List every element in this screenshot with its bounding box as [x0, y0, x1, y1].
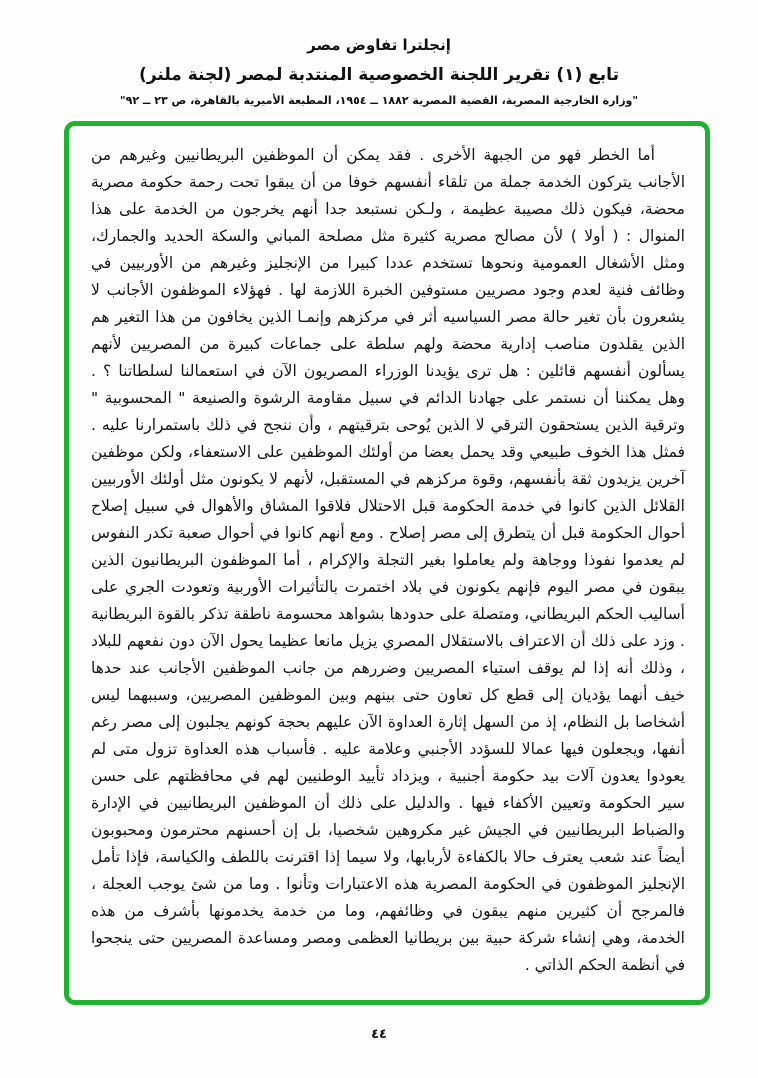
document-subtitle: تابع (١) تقرير اللجنة الخصوصية المنتدبة لمصر (لجنة ملنر) [139, 65, 619, 85]
source-citation: "وزارة الخارجية المصرية، القضية المصرية ١٨٨٢ ــ ١٩٥٤، المطبعة الأميرية بالقاهرة، ص ٢٣ ــ ٩٢" [119, 94, 639, 107]
document-title: إنجلترا تفاوض مصر [307, 36, 451, 54]
page-number: ٤٤ [371, 1027, 387, 1042]
page-header [0, 0, 758, 107]
body-paragraph-2 [91, 1004, 685, 1005]
body-paragraph-1: أما الخطر فهو من الجبهة الأخرى . فقد يمكن أن الموظفين البريطانيين وغيرهم من الأجانب يتركون الخدمة جملة من تلقاء أنفسهم خوفا من أن يبقوا تحت رحمة حكومة مصرية محضة، فيكون ذلك مصيبة عظيمة ، ولـكن نستبعد جدا أنهم يخرجون من الخدمة على هذا المنوال : ( أولا ) لأن مصالح مصرية كثيرة مثل مصلحة المباني والسكة الحديد والجمارك، ومثل الأشغال العمومية ونحوها تستخدم عددا كبيرا من الإنجليز وغيرهم من الأوربيين في وظائف فنية لعدم وجود مصريين مستوفين الخبرة اللازمة لها . فهؤلاء الموظفون الأجانب لا يشعرون بأن تغير حالة مصر السياسيه أثر في مركزهم وإنمـا الذين يخافون من هذا التغير هم الذين يقلدون مناصب إدارية محضة ولهم سلطة على جماعات كبيرة من المصريين لأنهم يسألون أنفسهم قائلين : هل ترى يؤيدنا الوزراء المصريون الآن في استعمالنا لسلطاتنا ؟ . وهل يمكننا أن نستمر على جهادنا الدائم في سبيل مقاومة الرشوة والصنيعة " المحسوبية " وترقية الذين يستحقون الترقي لا الذين يُوحى بترقيتهم ، وأن ننجح في ذلك باستمرارنا عليه . فمثل هذا الخوف طبيعي وقد يحمل بعضا من أولئك الموظفين على الاستعفاء، ولكن موظفين آخرين يزيدون ثقة بأنفسهم، وقوة مركزهم في المستقبل، لأنهم لا يكونون مثل أولئك الأوربيين القلائل الذين كانوا في خدمة الحكومة قبل الاحتلال فلاقوا المشاق والأهوال في سبيل إصلاح أحوال الحكومة قبل أن يتطرق إلى مصر إصلاح . ومع أنهم كانوا في أحوال صعبة تكدر النفوس لم يعدموا نفوذا ووجاهة ولم يعاملوا بغير التجلة والإكرام ، أما الموظفون البريطانيون الذين يبقون في مصر اليوم فإنهم يكونون في بلاد اختمرت بالتأثيرات الأوربية وتعودت الجري على أساليب الحكم البريطاني، ومتصلة على حدودها بشواهد محسومة ناطقة تذكر بالقوة البريطانية . وزد على ذلك أن الاعتراف بالاستقلال المصري يزيل مانعا عظيما يحول الآن دون نفعهم للبلاد ، وذلك أنه إذا لم يوقف استياء المصريين وضررهم من جانب الموظفين الأجانب عند حدها خيف أنهما يؤديان إلى قطع كل تعاون حتى بينهم وبين الموظفين المصريين، وسببهما ليس أشخاصا بل النظام، إذ من السهل إثارة العداوة الآن عليهم بحجة كونهم يجلبون إلى مصر رغم أنفها، ويجعلون فيها عمالا للسؤدد الأجنبي وعلامة عليه . فأسباب هذه العداوة تزول متى لم يعودوا يعدون آلات بيد حكومة أجنبية ، ويزداد تأييد الوطنيين لهم في محافظتهم على حسن سير الحكومة وتعيين الأكفاء فيها . والدليل على ذلك أن الموظفين البريطانيين في الإدارة والضباط البريطانيين في الجيش غير مكروهين شخصيا، بل إن أحسنهم محترمون ومحبوبون أيضاً عند شعب يعترف حالا بالكفاءة لأربابها، ولا سيما إذا اقترنت باللطف والكياسة، فإذا تأمل الإنجليز الموظفون في الحكومة المصرية هذه الاعتبارات وتأنوا . وما من شئ يوجب العجلة ، فالمرجح أن كثيرين منهم يبقون في وظائفهم، وما من خدمة يخدمونها بأشرف من هذه الخدمة، وهي إنشاء شركة حبية بين بريطانيا العظمى ومصر ومساعدة المصريين حتى ينجحوا في أنظمة الحكم الذاتي . [91, 146, 685, 974]
green-border-text-box [64, 121, 710, 1005]
